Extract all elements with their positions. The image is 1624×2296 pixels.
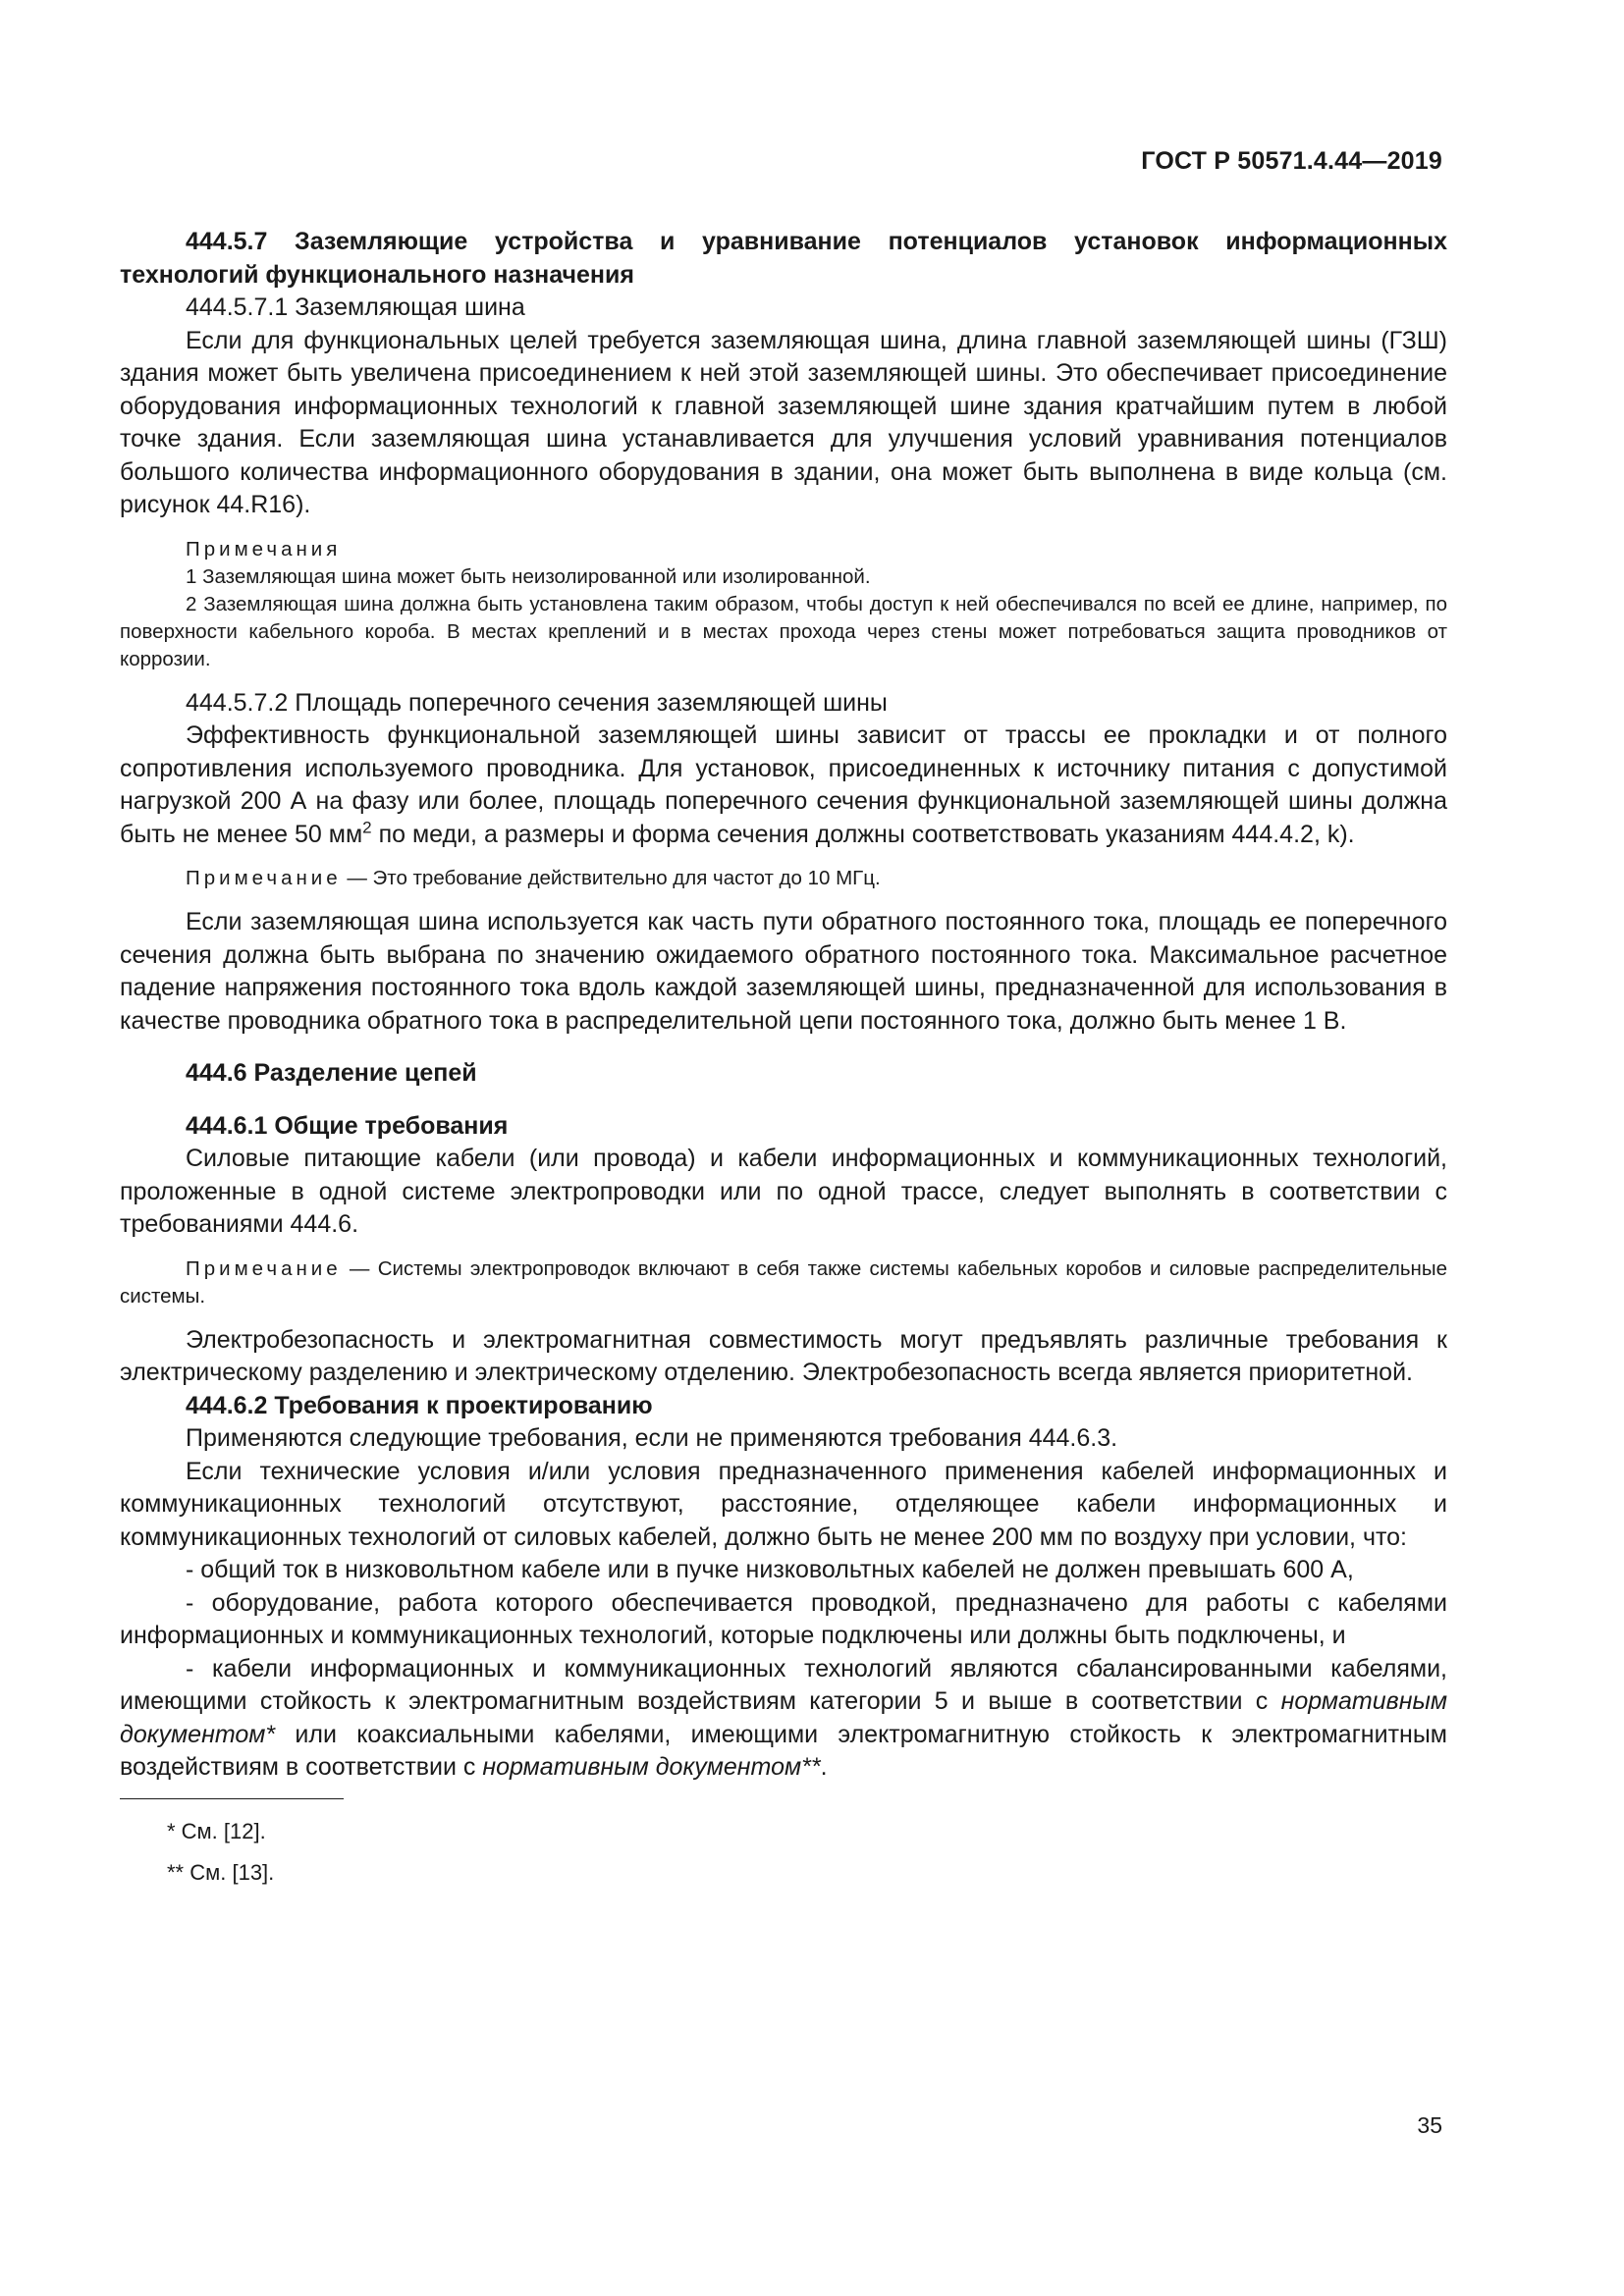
paragraph-text: Эффективность функциональной заземляющей шины зависит от трассы ее прокладки и от полного сопротивления используемого проводника. Для установок, присоединенных к источнику питания с допустимой нагрузкой 200 А на фазу или более, площадь поперечного сечения функциональной заземляющей шины должна быть не менее 50 мм — [120, 721, 1447, 848]
list-item-text: . — [820, 1753, 828, 1781]
footnote: * См. [12]. — [167, 1818, 266, 1843]
note-item: 2 Заземляющая шина должна быть установлена таким образом, чтобы доступ к ней обеспечивался по всей ее длине, например, по поверхности кабельного короба. В местах креплений и в местах прохода через стены может потребоваться защита проводников от коррозии. — [120, 592, 1447, 670]
notes-label: Примечания — [186, 537, 342, 561]
paragraph: Если технические условия и/или условия предназначенного применения кабелей информационных и коммуникационных технологий отсутствуют, расстояние, отделяющее кабели информационных и коммуникационных технологий от силовых кабелей, должно быть не менее 200 мм по воздуху при условии, что: — [120, 1457, 1447, 1551]
superscript: 2 — [362, 818, 372, 837]
footnote: ** См. [13]. — [167, 1859, 275, 1885]
list-item: - общий ток в низковольтном кабеле или в пучке низковольтных кабелей не должен превышать 600 А, — [186, 1556, 1354, 1583]
subsection-title-444-6-2: 444.6.2 Требования к проектированию — [186, 1391, 653, 1419]
note-text: — Системы электропроводок включают в себя также системы кабельных коробов и силовые распределительные системы. — [120, 1256, 1447, 1308]
paragraph: Если для функциональных целей требуется заземляющая шина, длина главной заземляющей шины (ГЗШ) здания может быть увеличена присоединением к ней этой заземляющей шины. Это обеспечивает присоединение оборудования информационных технологий к главной заземляющей шине здания кратчайшим путем в любой точке здания. Если заземляющая шина устанавливается для улучшения условий уравнивания потенциалов большого количества информационного оборудования в здании, она может быть выполнена в виде кольца (см. рисунок 44.R16). — [120, 326, 1447, 518]
section-heading-444-5-7: 444.5.7 Заземляющие устройства и уравнивание потенциалов установок информационных технологий функционального назначения — [120, 228, 1447, 289]
paragraph-text: по меди, а размеры и форма сечения должны соответствовать указаниям 444.4.2, k). — [371, 820, 1355, 848]
note-text: — Это требование действительно для частот до 10 МГц. — [341, 867, 881, 889]
paragraph: Электробезопасность и электромагнитная совместимость могут предъявлять различные требования к электрическому разделению и электрическому отделению. Электробезопасность всегда является приоритетной. — [120, 1325, 1447, 1386]
page-content — [120, 226, 1447, 1899]
list-item-text: или коаксиальными кабелями, имеющими электромагнитную стойкость к электромагнитным воздействиям в соответствии с — [120, 1720, 1447, 1781]
note — [120, 865, 1447, 892]
paragraph: Силовые питающие кабели (или провода) и кабели информационных и коммуникационных технологий, проложенные в одной системе электропроводки или по одной трассе, следует выполнять в соответствии с требованиями 444.6. — [120, 1145, 1447, 1238]
list-item: - оборудование, работа которого обеспечивается проводкой, предназначено для работы с кабелями информационных и коммуникационных технологий, которые подключены или должны быть подключены, и — [120, 1588, 1447, 1649]
emphasis: нормативным документом** — [482, 1753, 821, 1781]
subsection-title-444-6-1: 444.6.1 Общие требования — [186, 1111, 509, 1140]
page-number: 35 — [1417, 2112, 1442, 2138]
note-item: 1 Заземляющая шина может быть неизолированной или изолированной. — [186, 564, 871, 588]
note — [120, 1255, 1447, 1310]
paragraph: Применяются следующие требования, если не применяются требования 444.6.3. — [186, 1424, 1118, 1452]
list-item-text: - кабели информационных и коммуникационных технологий являются сбалансированными кабелями, имеющими стойкость к электромагнитным воздействиям категории 5 и выше в соответствии с — [120, 1654, 1447, 1715]
note-label: Примечание — [186, 867, 342, 889]
note-label: Примечание — [186, 1256, 342, 1280]
section-heading-444-6: 444.6 Разделение цепей — [186, 1059, 477, 1087]
paragraph — [120, 720, 1447, 851]
footnote-divider — [120, 1798, 344, 1799]
emphasis: нормативным документом* — [120, 1687, 1447, 1748]
document-header: ГОСТ Р 50571.4.44—2019 — [1141, 147, 1442, 175]
list-item — [120, 1653, 1447, 1785]
paragraph: Если заземляющая шина используется как часть пути обратного постоянного тока, площадь ее поперечного сечения должна быть выбрана по значению ожидаемого обратного постоянного тока. Максимальное расчетное падение напряжения постоянного тока вдоль каждой заземляющей шины, предназначенной для использования в качестве проводника обратного тока в распределительной цепи постоянного тока, должно быть менее 1 В. — [120, 908, 1447, 1035]
subsection-title-444-5-7-1: 444.5.7.1 Заземляющая шина — [186, 294, 525, 321]
subsection-title-444-5-7-2: 444.5.7.2 Площадь поперечного сечения заземляющей шины — [186, 688, 888, 717]
